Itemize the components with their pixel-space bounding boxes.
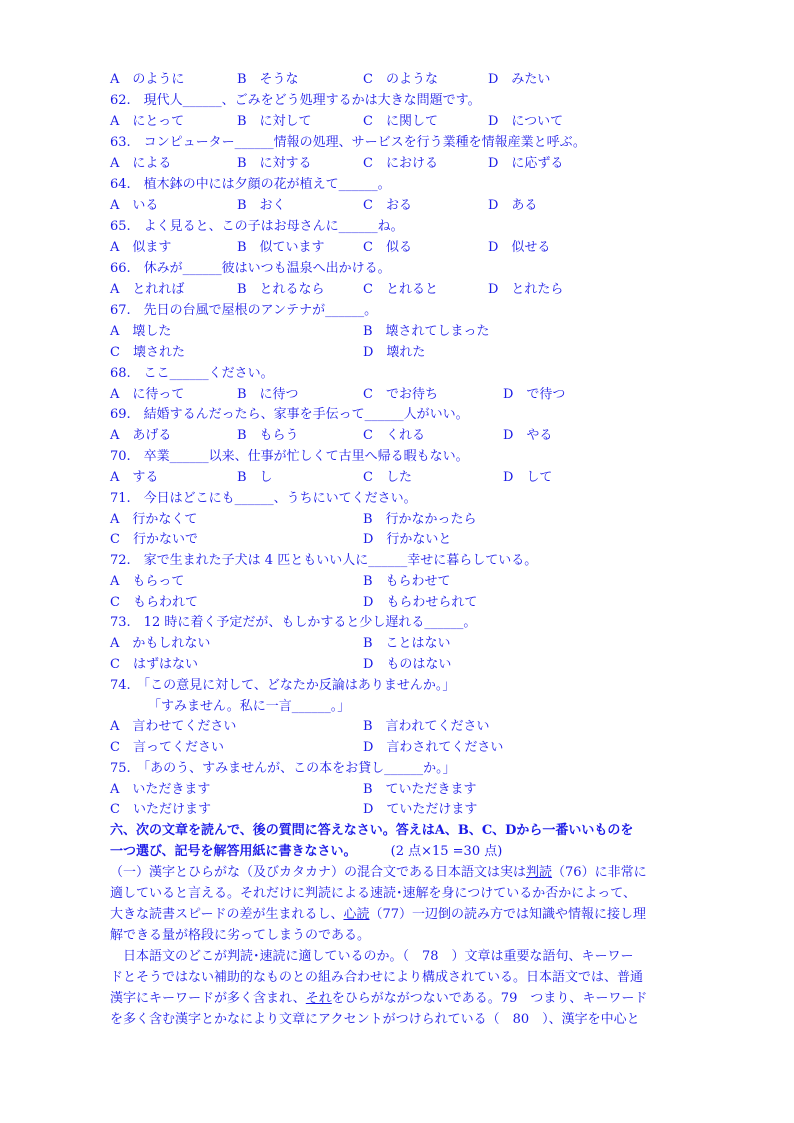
q66-option-b: B とれるなら: [237, 282, 325, 297]
q73-option-b: B ことはない: [363, 636, 451, 651]
q63-option-d: D に応ずる: [488, 156, 564, 171]
q72-option-b: B もらわせて: [363, 574, 451, 589]
q63-option-c: C における: [363, 156, 438, 171]
q64-option-d: D ある: [488, 198, 538, 213]
passage-line: [110, 864, 647, 882]
q63-stem: 63. コンピューター______情報の処理、サービスを行う業種を情報産業と呼ぶ。: [110, 135, 586, 150]
q62-option-c: C に関して: [363, 114, 438, 129]
q64-option-c: C おる: [363, 198, 412, 213]
passage-line: 日本語文のどこが判読･速読に適しているのか。（ 78 ）文章は重要な語句、キーワー: [123, 949, 634, 964]
q67-option-a: A 壊した: [110, 324, 172, 339]
q66-stem: 66. 休みが______彼はいつも温泉へ出かける。: [110, 261, 391, 276]
q61-option-c: C のような: [363, 72, 438, 87]
underlined-term-77: 心読: [343, 907, 370, 922]
q71-option-b: B 行かなかったら: [363, 512, 477, 527]
q68-option-d: D で待つ: [503, 387, 566, 402]
q65-option-d: D 似せる: [488, 240, 551, 255]
q74-stem-reply: 「すみません。私に一言______。」: [148, 699, 351, 714]
passage-line: [110, 990, 647, 1008]
q74-option-c: C 言ってください: [110, 740, 224, 755]
passage-line: 適していると言える。それだけに判読による速読･速解を身につけているか否かによって、: [110, 886, 636, 901]
passage-text: （一）漢字とひらがな（及びカタカナ）の混合文である日本語文は実は: [110, 865, 527, 880]
q65-option-a: A 似ます: [110, 240, 172, 255]
q73-option-a: A かもしれない: [110, 636, 211, 651]
q70-option-c: C した: [363, 470, 412, 485]
q75-option-c: C いただけます: [110, 802, 211, 817]
q72-stem: 72. 家で生まれた子犬は 4 匹ともいい人に______幸せに暮らしている。: [110, 553, 538, 568]
section-six-heading-line2: [110, 843, 502, 861]
q71-option-d: D 行かないと: [363, 532, 452, 547]
q73-stem: 73. 12 時に着く予定だが、もしかすると少し遅れる______。: [110, 615, 477, 630]
underlined-term-76: 判読: [526, 865, 553, 880]
q61-option-a: A のように: [110, 72, 185, 87]
passage-text: 大きな読書スピードの差が生まれるし、: [110, 907, 344, 922]
q75-option-a: A いただきます: [110, 782, 211, 797]
q71-stem: 71. 今日はどこにも______、うちにいてください。: [110, 491, 417, 506]
q66-option-c: C とれると: [363, 282, 438, 297]
q68-stem: 68. ここ______ください。: [110, 366, 274, 381]
q69-stem: 69. 結婚するんだったら、家事を手伝って______人がいい。: [110, 407, 469, 422]
section-six-instruction: 一つ選び、記号を解答用紙に書きなさい。: [110, 844, 357, 859]
underlined-term-sore: それ: [305, 991, 332, 1006]
q71-option-a: A 行かなくて: [110, 512, 198, 527]
q71-option-c: C 行かないで: [110, 532, 198, 547]
q66-option-d: D とれたら: [488, 282, 564, 297]
q69-option-a: A あげる: [110, 428, 172, 443]
passage-line: [110, 906, 646, 924]
q75-stem: 75. 「あのう、すみませんが、この本をお貸し______か。」: [110, 761, 456, 776]
q62-option-d: D について: [488, 114, 564, 129]
passage-text: 漢字にキーワードが多く含まれ、: [110, 991, 306, 1006]
q70-option-d: D して: [503, 470, 553, 485]
q67-option-b: B 壊されてしまった: [363, 324, 490, 339]
q61-option-d: D みたい: [488, 72, 551, 87]
q72-option-c: C もらわれて: [110, 595, 198, 610]
q67-option-d: D 壊れた: [363, 345, 426, 360]
q63-option-a: A による: [110, 156, 172, 171]
q64-option-a: A いる: [110, 198, 159, 213]
q68-option-a: A に待って: [110, 387, 185, 402]
passage-line: ドとそうではない補助的なものとの組み合わせにより構成されている。日本語文では、普通: [110, 970, 644, 985]
q74-option-d: D 言わされてください: [363, 740, 504, 755]
q64-option-b: B おく: [237, 198, 286, 213]
q70-option-b: B し: [237, 470, 273, 485]
q62-option-b: B に対して: [237, 114, 312, 129]
section-six-points: (2 点×15 =30 点): [390, 844, 503, 859]
q67-stem: 67. 先日の台風で屋根のアンテナが______。: [110, 303, 378, 318]
q63-option-b: B に対する: [237, 156, 312, 171]
q73-option-c: C はずはない: [110, 657, 198, 672]
q65-stem: 65. よく見ると、この子はお母さんに______ね。: [110, 219, 404, 234]
q62-option-a: A にとって: [110, 114, 185, 129]
q75-option-b: B ていただきます: [363, 782, 477, 797]
q69-option-b: B もらう: [237, 428, 299, 443]
q75-option-d: D ていただけます: [363, 802, 478, 817]
q68-option-b: B に待つ: [237, 387, 299, 402]
q65-option-c: C 似る: [363, 240, 412, 255]
passage-line: 解できる量が格段に劣ってしまうのである。: [110, 928, 371, 943]
passage-line: を多く含む漢字とかなにより文章にアクセントがつけられている（ 80 ）、漢字を中心と: [110, 1012, 640, 1027]
q72-option-a: A もらって: [110, 574, 185, 589]
q66-option-a: A とれれば: [110, 282, 185, 297]
q73-option-d: D ものはない: [363, 657, 452, 672]
passage-text: （77）一辺倒の読み方では知識や情報に接し理: [369, 907, 647, 922]
q65-option-b: B 似ています: [237, 240, 325, 255]
q69-option-c: C くれる: [363, 428, 425, 443]
q72-option-d: D もらわせられて: [363, 595, 478, 610]
q61-option-b: B そうな: [237, 72, 299, 87]
passage-text: （76）に非常に: [552, 865, 647, 880]
q62-stem: 62. 現代人______、ごみをどう処理するかは大きな問題です。: [110, 93, 481, 108]
q74-option-a: A 言わせてください: [110, 719, 237, 734]
q67-option-c: C 壊された: [110, 345, 185, 360]
passage-text: をひらがながつないである。79 つまり、キーワード: [331, 991, 648, 1006]
q68-option-c: C でお待ち: [363, 387, 438, 402]
section-six-heading: 六、次の文章を読んで、後の質問に答えなさい。答えはA、B、C、Dから一番いいものを: [110, 823, 634, 838]
q74-stem: 74. 「この意見に対して、どなたか反論はありませんか。」: [110, 678, 456, 693]
q70-stem: 70. 卒業______以来、仕事が忙しくて古里へ帰る暇もない。: [110, 449, 469, 464]
q74-option-b: B 言われてください: [363, 719, 490, 734]
q70-option-a: A する: [110, 470, 159, 485]
q64-stem: 64. 植木鉢の中には夕顔の花が植えて______。: [110, 177, 391, 192]
q69-option-d: D やる: [503, 428, 553, 443]
